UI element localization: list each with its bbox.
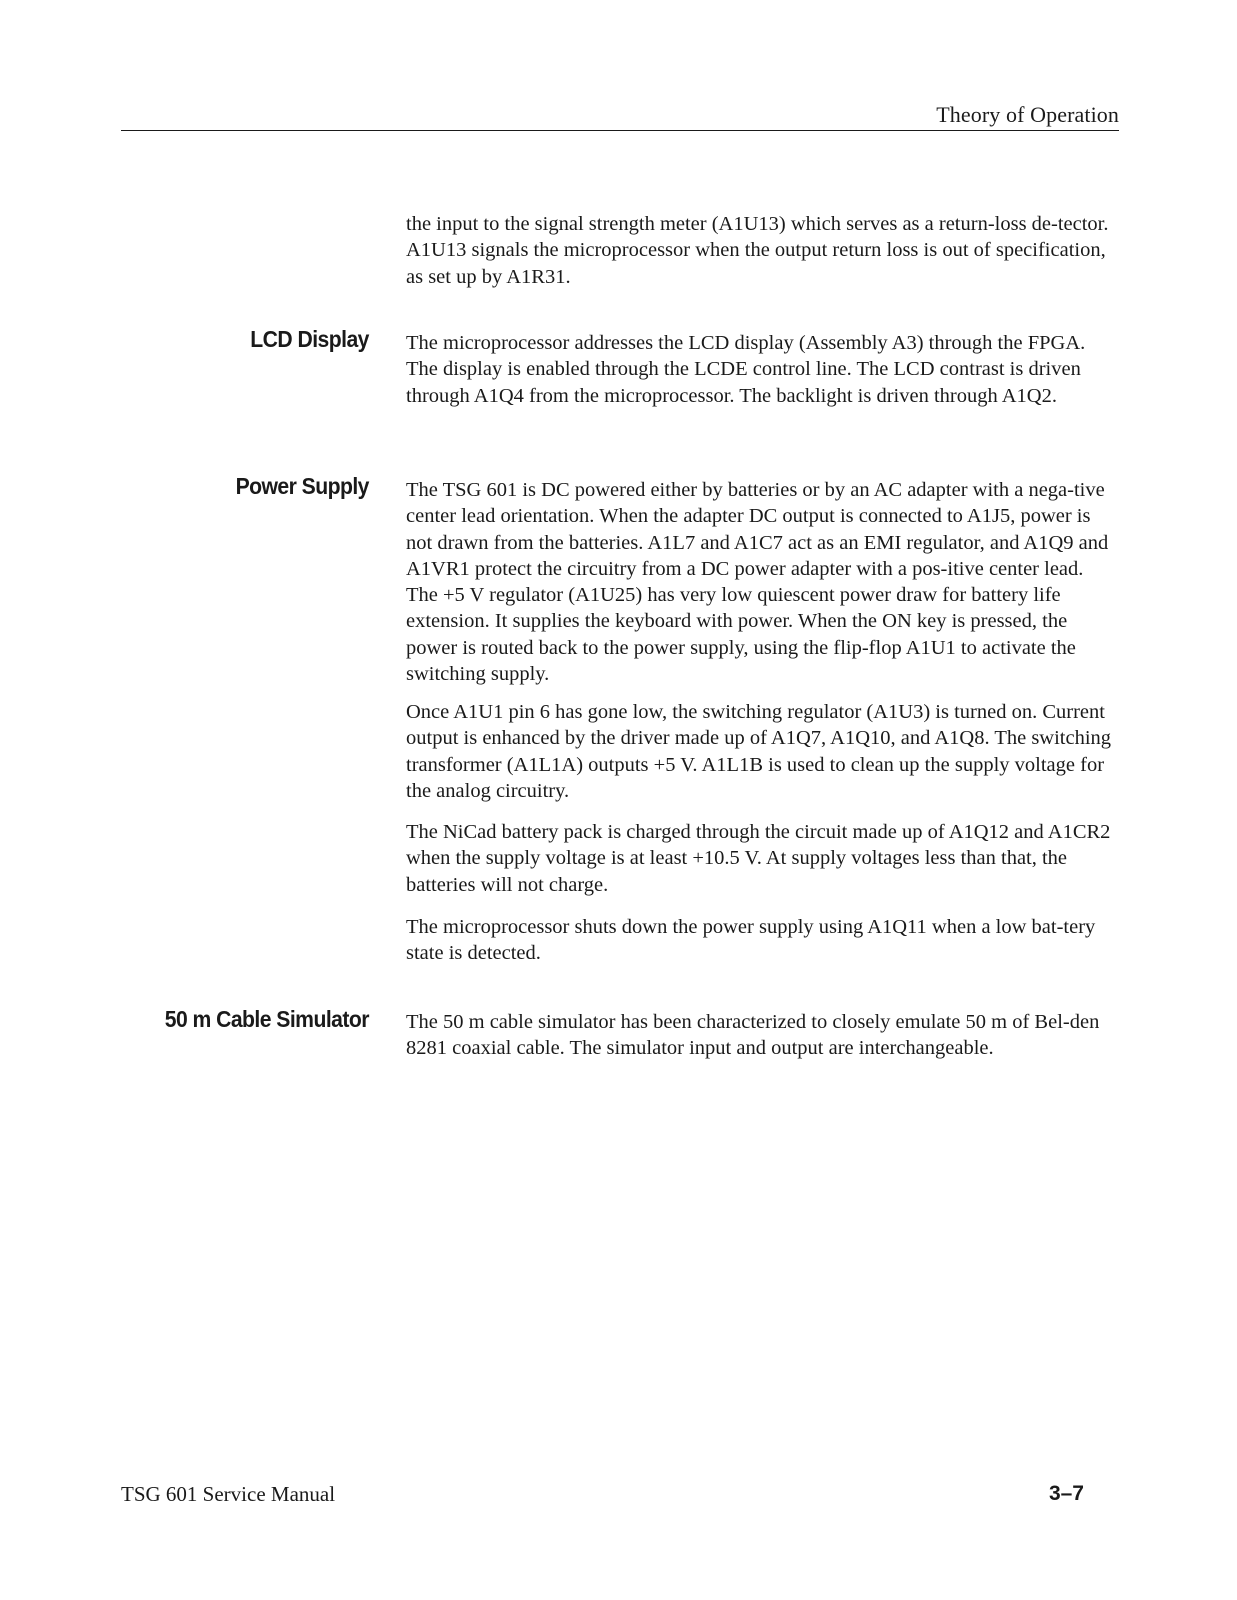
power-supply-paragraph-2: Once A1U1 pin 6 has gone low, the switching regulator (A1U3) is turned on. Current output is enhanced by the driver made up of A1Q7, A1Q10, and A1Q8. The switching transformer (A1L1A) outputs +5 V. A1L1B is used to clean up the supply voltage for the analog circuitry. <box>406 701 1112 802</box>
footer-page-number: 3–7 <box>1048 1482 1084 1505</box>
heading-lcd-display: LCD Display <box>250 326 369 352</box>
heading-cable-simulator: 50 m Cable Simulator <box>164 1006 369 1032</box>
running-header: Theory of Operation <box>936 102 1119 127</box>
power-supply-paragraph-3: The NiCad battery pack is charged through the circuit made up of A1Q12 and A1CR2 when the supply voltage is at least +10.5 V. At supply voltages less than that, the batteries will not charge. <box>406 821 1111 896</box>
intro-paragraph: the input to the signal strength meter (A1U13) which serves as a return-loss de-tector. A1U13 signals the microprocessor when the output return loss is out of specification, as set up by A1R31. <box>406 213 1109 288</box>
lcd-display-paragraph: The microprocessor addresses the LCD display (Assembly A3) through the FPGA. The display is enabled through the LCDE control line. The LCD contrast is driven through A1Q4 from the microprocessor. The backlight is driven through A1Q2. <box>406 332 1086 407</box>
cable-simulator-paragraph: The 50 m cable simulator has been characterized to closely emulate 50 m of Bel-den 8281 coaxial cable. The simulator input and output are interchangeable. <box>406 1011 1100 1060</box>
header-rule <box>121 130 1119 131</box>
power-supply-paragraph-1: The TSG 601 is DC powered either by batteries or by an AC adapter with a nega-tive center lead orientation. When the adapter DC output is connected to A1J5, power is not drawn from the batteries. A1L7 and A1C7 act as an EMI regulator, and A1Q9 and A1VR1 protect the circuitry from a DC power adapter with a pos-itive center lead. The +5 V regulator (A1U25) has very low quiescent power draw for battery life extension. It supplies the keyboard with power. When the ON key is pressed, the power is routed back to the power supply, using the flip-flop A1U1 to activate the switching supply. <box>406 479 1109 686</box>
footer-manual-title: TSG 601 Service Manual <box>121 1482 336 1506</box>
power-supply-paragraph-4: The microprocessor shuts down the power supply using A1Q11 when a low bat-tery state is detected. <box>406 916 1096 965</box>
heading-power-supply: Power Supply <box>235 473 369 499</box>
